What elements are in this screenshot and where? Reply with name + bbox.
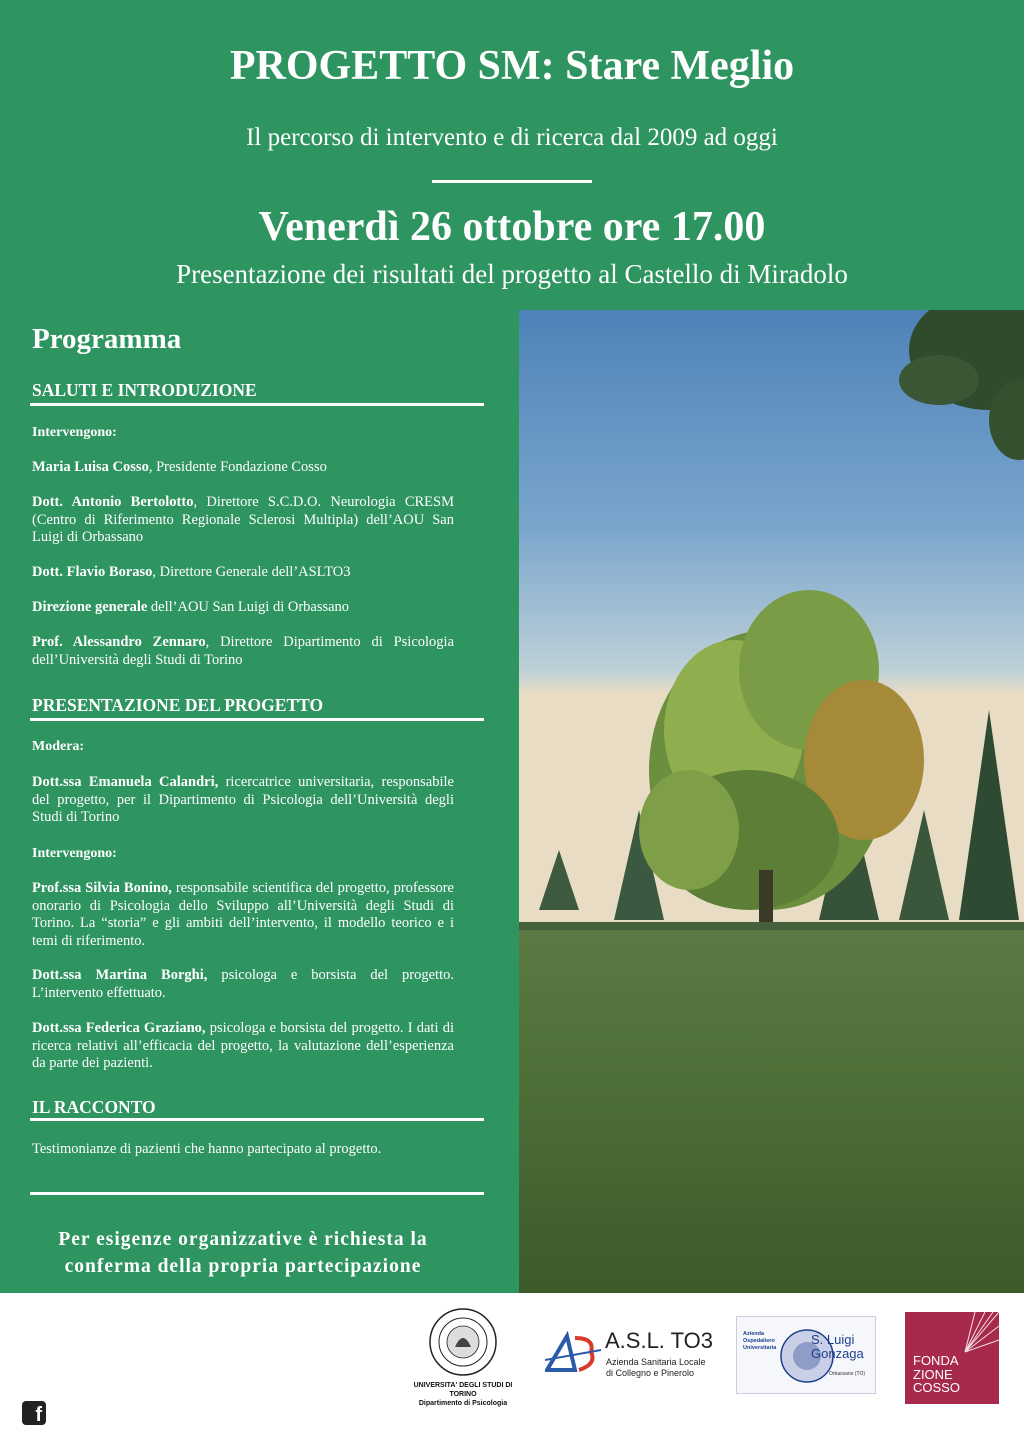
speaker-role: , Direttore Dipartimento di Psicologia dell’Università degli Studi di Torino (32, 634, 454, 668)
asl-to3-logo (545, 1328, 715, 1388)
facebook-icon[interactable]: f (22, 1401, 46, 1425)
speaker-role: , Direttore S.C.D.O. Neurologia CRESM (Centro di Riferimento Regionale Sclerosi Multipla) dell’AOU San Luigi di Orbassano (32, 494, 454, 545)
unito-line3: Dipartimento di Psicologia (418, 1400, 508, 1407)
divider (432, 180, 592, 183)
sluigi-place: Orbassano (TO) (829, 1371, 866, 1377)
footer-website[interactable]: www.fondazionecosso.it (22, 1376, 175, 1393)
cosso-line3: COSSO (913, 1380, 960, 1395)
speaker-entry (32, 459, 454, 477)
unito-line1: UNIVERSITA' DEGLI STUDI DI (413, 1382, 513, 1389)
speaker-entry (32, 634, 454, 669)
speaker-entry (32, 967, 454, 1002)
san-luigi-logo (736, 1316, 876, 1394)
section-rule (30, 1118, 484, 1121)
sluigi-small3: Universitaria (743, 1345, 777, 1351)
footer-email[interactable]: prenotazioni@fondazionecosso.it (115, 1354, 323, 1371)
asl-sub-line1: Azienda Sanitaria Locale (606, 1357, 706, 1367)
event-date: Venerdì 26 ottobre ore 17.00 (258, 204, 766, 250)
asl-mark-icon (545, 1330, 603, 1376)
speaker-role: , Direttore Generale dell’ASLTO3 (152, 564, 351, 580)
header-band (0, 0, 1024, 310)
moderator-entry (32, 774, 454, 827)
speaker-entry (32, 1020, 454, 1073)
unito-logo (410, 1307, 516, 1437)
poster-title: PROGETTO SM: Stare Meglio (229, 43, 795, 89)
cosso-line2: ZIONE (913, 1366, 953, 1382)
footer-facebook[interactable]: Fondazione Cosso - Castello di Miradolo (58, 1405, 314, 1422)
section-rule (30, 718, 484, 721)
sluigi-name1: S. Luigi (811, 1332, 855, 1347)
cosso-line1: FONDA (913, 1353, 959, 1368)
speaker-role: psicologa e borsista del progetto. L’intervento effettuato. (32, 967, 454, 1001)
rsvp-note: Per esigenze organizzative è richiesta la conferma della propria partecipazione (58, 1229, 428, 1277)
footer-org: Fondazione Cosso - Castello di Miradolo (22, 1311, 278, 1328)
sluigi-name (811, 1333, 864, 1361)
racconto-text: Testimonianze di pazienti che hanno partecipato al progetto. (32, 1141, 382, 1157)
speakers-label: Intervengono: (32, 846, 117, 861)
university-seal-icon (428, 1307, 498, 1377)
speaker-name: Direzione generale (32, 599, 148, 615)
unito-line2: TORINO (449, 1391, 477, 1398)
speaker-role: , Presidente Fondazione Cosso (148, 459, 327, 475)
speaker-name: Dott. Antonio Bertolotto (32, 494, 194, 510)
tree-landscape-image (519, 310, 1024, 1293)
section-rule (30, 403, 484, 406)
asl-sub-line2: di Collegno e Pinerolo (606, 1368, 695, 1378)
asl-name: A.S.L. TO3 (605, 1328, 714, 1353)
sluigi-small2: Ospedaliero (743, 1338, 775, 1344)
speaker-role: dell’AOU San Luigi di Orbassano (147, 599, 350, 615)
speaker-name: Prof.ssa Silvia Bonino, (32, 880, 172, 896)
speakers-label: Intervengono: (32, 425, 117, 440)
speaker-entry (32, 599, 454, 617)
speaker-name: Dott.ssa Martina Borghi, (32, 967, 208, 983)
footer-contact (22, 1354, 323, 1372)
sluigi-small1: Azienda (743, 1331, 765, 1337)
landscape-photo (519, 310, 1024, 1293)
speaker-name: Dott.ssa Emanuela Calandri, (32, 774, 219, 790)
speaker-entry (32, 564, 454, 582)
footer-address: Via Cardonata 2, San Secondo di Pinerolo (TO) (22, 1332, 318, 1349)
sluigi-name2: Gonzaga (811, 1346, 864, 1361)
sluigi-small-text (743, 1331, 776, 1352)
moderator-label: Modera: (32, 739, 85, 754)
footer-phone: 0121 376545 (22, 1354, 104, 1371)
asl-subtitle (606, 1357, 706, 1379)
section-heading-presentazione: PRESENTAZIONE DEL PROGETTO (32, 695, 324, 715)
speaker-entry (32, 880, 454, 950)
speaker-role: responsabile scientifica del progetto, professore onorario di Psicologia dello Sviluppo all’Università degli Studi di Torino. La “storia” e gli ambiti dell’intervento, il modello teorico e i temi di riferimento. (32, 880, 454, 949)
event-description: Presentazione dei risultati del progetto al Castello di Miradolo (176, 259, 848, 289)
speaker-name: Dott.ssa Federica Graziano, (32, 1020, 206, 1036)
poster-subtitle: Il percorso di intervento e di ricerca dal 2009 ad oggi (246, 124, 778, 151)
speaker-entry (32, 494, 454, 547)
speaker-role: psicologa e borsista del progetto. I dati di ricerca relativi all’efficacia del progetto, la valutazione dell’esperienza da parte dei pazienti. (32, 1020, 454, 1071)
program-title: Programma (32, 323, 182, 355)
closing-rule (30, 1192, 484, 1195)
fondazione-cosso-logo (905, 1312, 999, 1404)
section-heading-saluti: SALUTI E INTRODUZIONE (32, 380, 257, 400)
speaker-name: Prof. Alessandro Zennaro (32, 634, 206, 650)
section-heading-racconto: IL RACCONTO (32, 1097, 156, 1117)
cosso-wordmark (913, 1354, 960, 1395)
speaker-role: ricercatrice universitaria, responsabile del progetto, per il Dipartimento di Psicologia dell’Università degli Studi di Torino (32, 774, 454, 825)
speaker-name: Dott. Flavio Boraso (32, 564, 153, 580)
speaker-name: Maria Luisa Cosso (32, 459, 149, 475)
